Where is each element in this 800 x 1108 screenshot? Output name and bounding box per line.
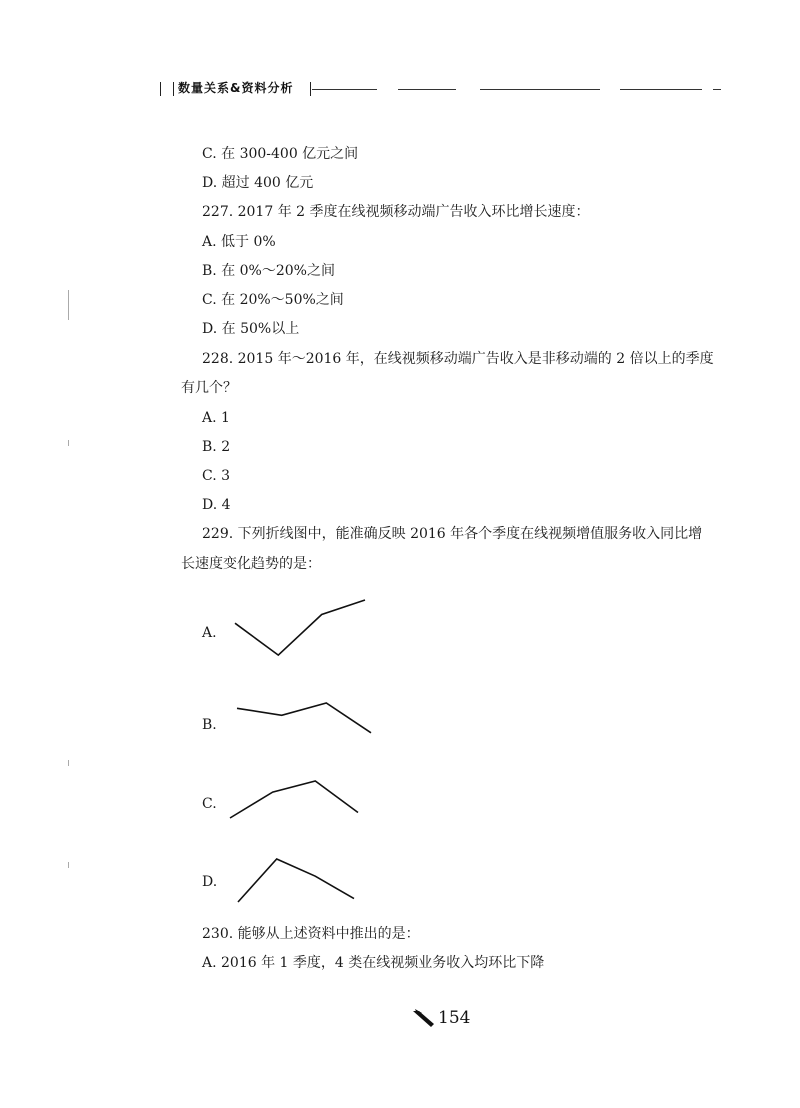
q227-option-d: D. 在 50%以上 bbox=[202, 321, 300, 337]
q227-option-a: A. 低于 0% bbox=[202, 234, 276, 250]
margin-mark bbox=[68, 440, 69, 446]
q226-option-c: C. 在 300-400 亿元之间 bbox=[202, 146, 359, 162]
q228-option-b: B. 2 bbox=[202, 439, 231, 455]
q229-figure-d-chart bbox=[230, 852, 360, 907]
header-rule-1 bbox=[312, 89, 377, 90]
q228-option-d: D. 4 bbox=[202, 497, 231, 513]
q229-figure-b-label: B. bbox=[202, 717, 217, 733]
q229-figure-a-label: A. bbox=[202, 625, 217, 641]
q227-option-c: C. 在 20%～50%之间 bbox=[202, 292, 344, 308]
q229-figure-a-line bbox=[235, 600, 365, 655]
q229-figure-b-line bbox=[237, 703, 371, 733]
q229-figure-b-chart bbox=[225, 695, 380, 750]
running-header bbox=[160, 78, 725, 102]
q229-figure-a-chart bbox=[225, 590, 375, 670]
q229-figure-c-line bbox=[230, 781, 358, 818]
q229-stem-line2: 长速度变化趋势的是： bbox=[181, 556, 321, 572]
q229-stem-line1: 229. 下列折线图中，能准确反映 2016 年各个季度在线视频增值服务收入同比增 bbox=[202, 526, 703, 542]
page-footer bbox=[412, 1008, 470, 1028]
q228-stem-line1: 228. 2015 年～2016 年，在线视频移动端广告收入是非移动端的 2 倍以上的季度 bbox=[202, 351, 714, 367]
header-rule-2 bbox=[398, 89, 456, 90]
header-rule-3 bbox=[480, 89, 600, 90]
q228-stem-line2: 有几个？ bbox=[181, 380, 237, 396]
q229-figure-d-label: D. bbox=[202, 874, 218, 890]
q227-option-b: B. 在 0%～20%之间 bbox=[202, 263, 335, 279]
q229-figure-c-label: C. bbox=[202, 796, 217, 812]
header-tick-left-inner bbox=[173, 82, 174, 96]
q228-option-c: C. 3 bbox=[202, 468, 231, 484]
q228-option-a: A. 1 bbox=[202, 410, 230, 426]
margin-mark bbox=[68, 760, 69, 766]
header-title: 数量关系&资料分析 bbox=[178, 81, 294, 95]
header-rule-5 bbox=[713, 89, 721, 90]
page-number: 154 bbox=[438, 1008, 471, 1028]
header-rule-4 bbox=[620, 89, 702, 90]
header-tick-left bbox=[160, 82, 161, 96]
q230-option-a: A. 2016 年 1 季度，4 类在线视频业务收入均环比下降 bbox=[202, 955, 545, 971]
q226-option-d: D. 超过 400 亿元 bbox=[202, 175, 314, 191]
q227-stem: 227. 2017 年 2 季度在线视频移动端广告收入环比增长速度： bbox=[202, 204, 590, 220]
margin-mark bbox=[68, 290, 69, 320]
q229-figure-d-line bbox=[238, 859, 354, 902]
margin-mark bbox=[68, 862, 69, 868]
q230-stem: 230. 能够从上述资料中推出的是： bbox=[202, 926, 420, 942]
header-tick-right bbox=[310, 82, 311, 96]
quill-pen-icon bbox=[412, 1008, 436, 1028]
q229-figure-c-chart bbox=[220, 775, 370, 825]
